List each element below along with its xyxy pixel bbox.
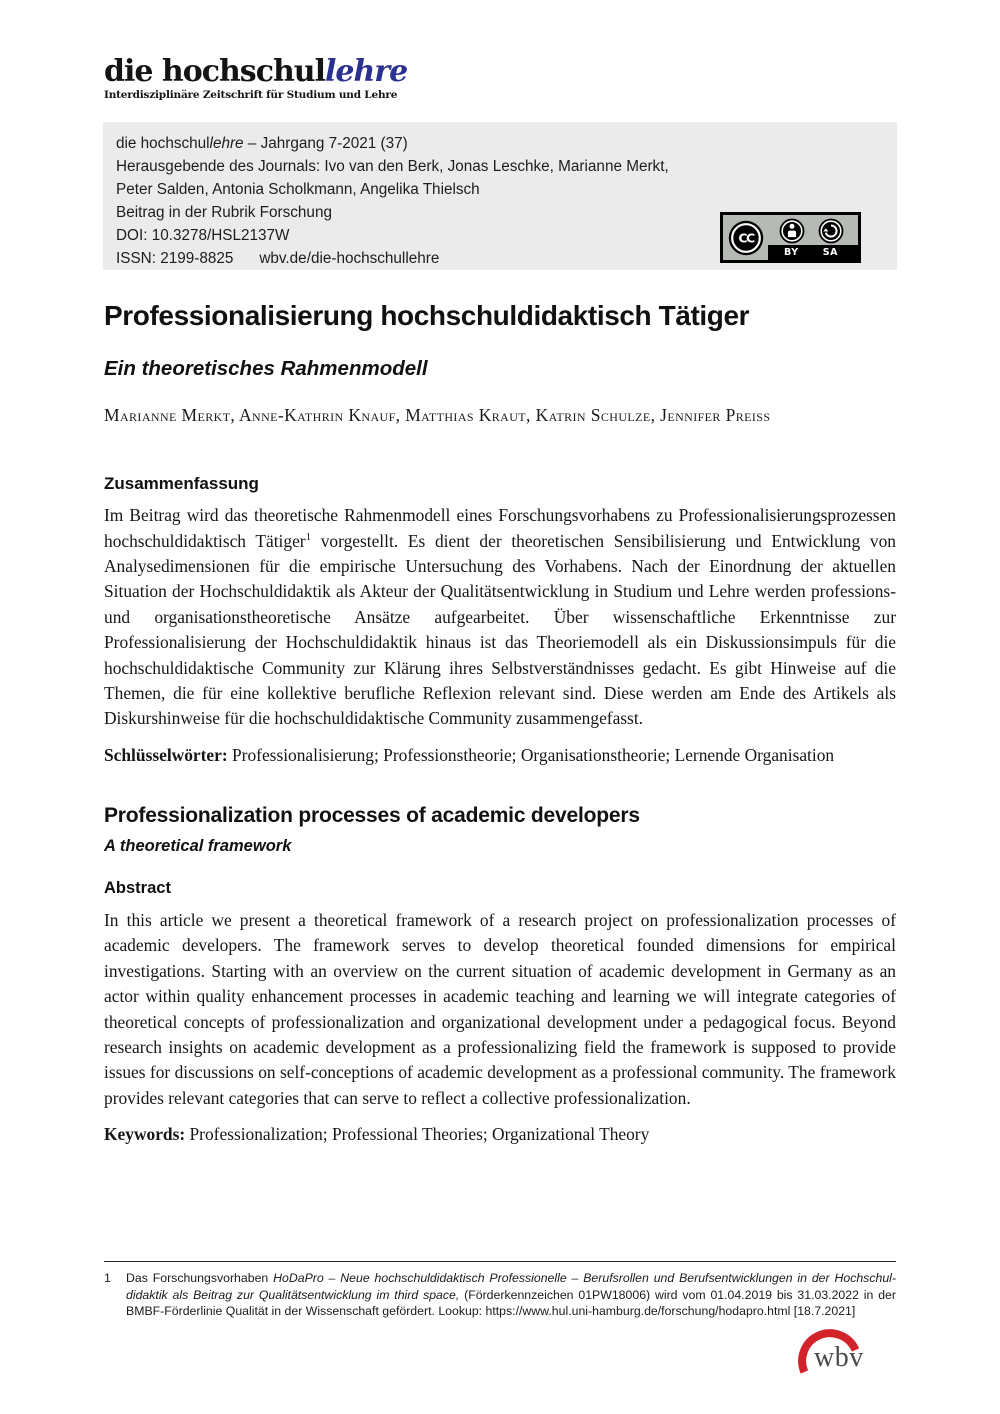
journal-issue-line bbox=[116, 134, 897, 154]
journal-logo bbox=[104, 56, 407, 88]
english-keywords-value: Professionalization; Professional Theories; Organizational Theory bbox=[185, 1124, 650, 1145]
cc-by-person-icon bbox=[779, 218, 805, 244]
english-title: Professionalization processes of academic developers bbox=[104, 804, 640, 828]
article-content bbox=[104, 288, 896, 1148]
text-segment: die hochschul bbox=[116, 135, 210, 152]
english-keywords-label: Keywords: bbox=[104, 1124, 186, 1145]
cc-logo-icon bbox=[723, 215, 768, 260]
issn-value: ISSN: 2199-8825 bbox=[116, 250, 234, 267]
journal-masthead bbox=[104, 56, 407, 101]
journal-url-link[interactable]: wbv.de/die-hochschullehre bbox=[259, 250, 440, 267]
doi-line: DOI: 10.3278/HSL2137W bbox=[116, 227, 290, 244]
cc-badge-labels bbox=[768, 245, 858, 260]
publisher-name: wbv bbox=[814, 1342, 864, 1373]
cc-badge-right bbox=[768, 215, 858, 260]
publisher-logo bbox=[788, 1316, 878, 1382]
footnote-text bbox=[126, 1270, 896, 1320]
footnote-row bbox=[104, 1270, 896, 1320]
publication-info-box bbox=[103, 122, 897, 270]
text-segment: – Jahrgang 7-2021 (37) bbox=[243, 135, 408, 152]
logo-text-accent: lehre bbox=[324, 54, 408, 89]
footnote-area bbox=[104, 1261, 896, 1320]
german-abstract-text bbox=[104, 503, 896, 732]
footnote-reference[interactable]: 1 bbox=[305, 530, 311, 543]
journal-logo-tagline: Interdisziplinäre Zeitschrift für Studium und Lehre bbox=[104, 88, 398, 101]
german-abstract-heading: Zusammenfassung bbox=[104, 473, 259, 493]
text-segment: Das Forschungsvorhaben bbox=[126, 1271, 274, 1285]
english-keywords-line bbox=[104, 1122, 896, 1147]
german-keywords-line bbox=[104, 743, 896, 768]
text-segment: HoDaPro – Neue hochschuldidaktisch Professionelle – Berufsrollen und Berufsentwicklungen in der Hochschuldidaktik als Beitrag zur Qualitätsentwicklung im third space, bbox=[126, 1271, 896, 1302]
cc-license-badge[interactable] bbox=[720, 212, 861, 263]
authors-line: Marianne Merkt, Anne-Kathrin Knauf, Matthias Kraut, Katrin Schulze, Jennifer Preiss bbox=[104, 404, 771, 425]
footnote-url-link[interactable]: https://www.hul.uni-hamburg.de/forschung/hodapro.html bbox=[485, 1304, 791, 1318]
svg-text:CC: CC bbox=[737, 230, 754, 246]
german-abstract-part1: Im Beitrag wird das theoretische Rahmenmodell eines Forschungsvorhabens zu Professionalisierungsprozessen hochschuldidaktisch Tätiger bbox=[104, 505, 896, 551]
cc-sa-arrow-icon bbox=[818, 218, 844, 244]
german-abstract-part2: vorgestellt. Es dient der theoretischen Sensibilisierung und Entwicklung von Analysedimensionen für die empirische Untersuchung des Vorhabens. Nach der Einordnung der aktuellen Situation der Hochschuldidaktik als Akteur der Qualitätsentwicklung in Studium und Lehre werden professions- und organisationstheoretische Ansätze aufgearbeitet. Über wissenschaftliche Erkenntnisse zur Professionalisierung der Hochschuldidaktik hinaus ist das Theoriemodell als ein Diskussionsimpuls für die hochschuldidaktische Community zur Klärung ihres Selbstverständnisses gedacht. Es gibt Hinweise auf die Themen, die für eine kollektive berufliche Reflexion relevant sind. Diese werden am Ende des Artikels als Diskurshinweise für die hochschuldidaktische Community zusammengefasst. bbox=[104, 530, 896, 729]
german-keywords-label: Schlüsselwörter: bbox=[104, 744, 228, 765]
english-abstract-text: In this article we present a theoretical framework of a research project on professionalization processes of academic developers. The framework serves to develop theoretical founded dimensions for empirical investigations. Starting with an overview on the current situation of academic development in Germany as an actor within quality enhancement processes in academic teaching and learning we will integrate categories of theoretical concepts of professionalization and organizational development under a pedagogical focus. Beyond research insights on academic development as a professionalizing field the framework is supposed to provide issues for discussions on self-conceptions of academic development as a professional community. The framework provides relevant categories that can serve to reflect a collective professionalization. bbox=[104, 909, 896, 1108]
text-segment: lehre bbox=[209, 135, 244, 152]
german-keywords-value: Professionalisierung; Professionstheorie; Organisationstheorie; Lernende Organisation bbox=[227, 744, 835, 765]
rubric-line: Beitrag in der Rubrik Forschung bbox=[116, 204, 332, 221]
editors-line-2: Peter Salden, Antonia Scholkmann, Angelika Thielsch bbox=[116, 181, 480, 198]
cc-sa-label: SA bbox=[822, 247, 838, 258]
english-abstract-heading: Abstract bbox=[104, 879, 171, 898]
article-title: Professionalisierung hochschuldidaktisch Tätiger bbox=[104, 300, 750, 331]
footnote-number: 1 bbox=[104, 1271, 111, 1285]
cc-badge-icons bbox=[768, 215, 858, 245]
logo-text-main: die hochschul bbox=[104, 54, 325, 89]
article-subtitle: Ein theoretisches Rahmenmodell bbox=[104, 357, 428, 381]
text-segment: (Förderkennzeichen 01PW18006) wird vom 01.04.2019 bis 31.03.2022 in der BMBF-Förderlinie Qualität in der Wissenschaft gefördert. Lookup: bbox=[126, 1287, 896, 1318]
english-subtitle: A theoretical framework bbox=[104, 837, 292, 856]
editors-line-1: Herausgebende des Journals: Ivo van den Berk, Jonas Leschke, Marianne Merkt, bbox=[116, 158, 669, 175]
cc-by-label: BY bbox=[784, 247, 799, 258]
text-segment: [18.7.2021] bbox=[790, 1304, 856, 1318]
